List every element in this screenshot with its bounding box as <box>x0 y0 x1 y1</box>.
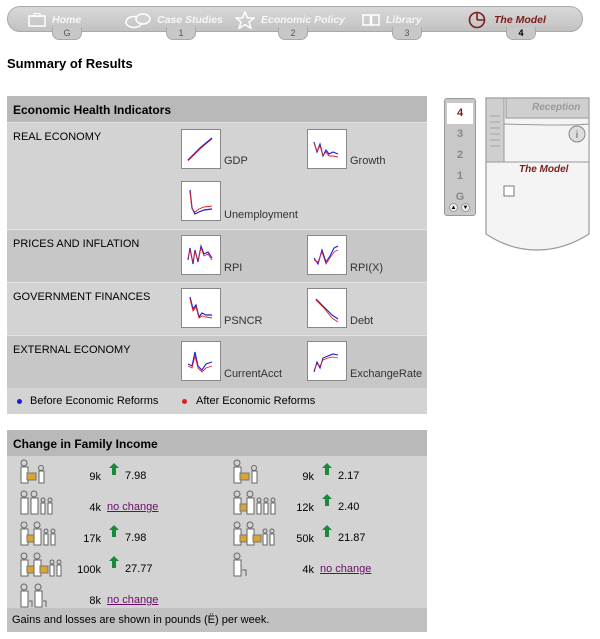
legend-before: Before Economic Reforms <box>30 395 159 407</box>
building-minimap <box>484 96 591 252</box>
indicator-rpix[interactable]: RPI(X) <box>350 262 383 274</box>
family-composition-icon <box>19 552 69 580</box>
unemployment-chart-thumbnail[interactable] <box>181 181 221 221</box>
nav-floor-1[interactable]: 1 <box>166 27 196 40</box>
section-label: REAL ECONOMY <box>13 131 102 143</box>
no-change-link[interactable]: no change <box>107 594 159 606</box>
reception-label[interactable]: Reception <box>532 102 581 113</box>
family-composition-icon <box>19 459 59 487</box>
income-change-value: 21.87 <box>338 532 366 544</box>
family-income-amount: 17k <box>83 533 101 545</box>
after-dot-icon <box>182 399 187 404</box>
family-income-row <box>226 552 431 582</box>
floor-1[interactable]: 1 <box>456 170 464 182</box>
gdp-chart-thumbnail[interactable] <box>181 129 221 169</box>
family-income-amount: 4k <box>302 564 314 576</box>
family-income-row <box>13 459 218 489</box>
floor-g[interactable]: G <box>455 191 465 203</box>
increase-arrow-icon <box>322 463 332 475</box>
indicator-debt[interactable]: Debt <box>350 315 374 327</box>
family-income-row <box>13 490 218 520</box>
family-income-row <box>226 490 431 520</box>
star-icon <box>235 11 255 29</box>
family-composition-icon <box>232 459 272 487</box>
panel-title: Economic Health Indicators <box>7 96 427 122</box>
indicator-exchangerate[interactable]: ExchangeRate <box>350 368 423 380</box>
floor-4[interactable]: 4 <box>447 103 473 124</box>
indicator-gdp[interactable]: GDP <box>224 155 248 167</box>
family-composition-icon <box>19 583 59 611</box>
nav-floor-g[interactable]: G <box>52 27 82 40</box>
section-real-economy <box>7 122 427 229</box>
exchangerate-chart-thumbnail[interactable] <box>307 341 347 381</box>
page-title: Summary of Results <box>7 56 133 71</box>
nav-home[interactable]: Home <box>28 7 81 33</box>
income-change-value: 7.98 <box>125 532 147 544</box>
section-external-economy <box>7 335 427 388</box>
pie-chart-icon <box>468 11 488 29</box>
nav-floor-2[interactable]: 2 <box>278 27 308 40</box>
income-change-value: 2.40 <box>338 501 360 513</box>
family-income-row <box>226 459 431 489</box>
family-income-amount: 50k <box>296 533 314 545</box>
increase-arrow-icon <box>109 556 119 568</box>
family-income-panel <box>7 430 427 632</box>
nav-economic-policy[interactable]: Economic Policy <box>235 7 345 33</box>
rpix-chart-thumbnail[interactable] <box>307 235 347 275</box>
floor-3[interactable]: 3 <box>456 128 464 140</box>
svg-text:i: i <box>575 130 579 141</box>
growth-chart-thumbnail[interactable] <box>307 129 347 169</box>
no-change-link[interactable]: no change <box>320 563 372 575</box>
nav-floor-3[interactable]: 3 <box>392 27 422 40</box>
nav-case-studies[interactable]: Case Studies <box>125 7 223 33</box>
panel-title: Change in Family Income <box>7 430 427 456</box>
book-icon <box>362 13 380 27</box>
floor-selector <box>444 98 476 216</box>
lift-arrows <box>448 203 472 213</box>
the-model-room-label[interactable]: The Model <box>519 164 569 175</box>
income-footnote: Gains and losses are shown in pounds (Ë) per week. <box>7 608 427 632</box>
family-income-row <box>13 552 218 582</box>
family-income-amount: 100k <box>77 564 101 576</box>
up-arrow-icon[interactable]: ▲ <box>450 205 457 211</box>
income-change-value: 2.17 <box>338 470 360 482</box>
nav-the-model[interactable]: The Model <box>468 7 546 33</box>
nav-library[interactable]: Library <box>362 7 422 33</box>
chart-legend <box>7 394 427 412</box>
family-income-amount: 4k <box>89 502 101 514</box>
increase-arrow-icon <box>322 494 332 506</box>
home-icon <box>28 13 46 27</box>
family-income-row <box>13 521 218 551</box>
indicator-psncr[interactable]: PSNCR <box>224 315 263 327</box>
income-change-value: 7.98 <box>125 470 147 482</box>
family-income-amount: 9k <box>89 471 101 483</box>
floor-2[interactable]: 2 <box>456 149 464 161</box>
family-income-amount: 9k <box>302 471 314 483</box>
section-label: PRICES AND INFLATION <box>13 238 140 250</box>
family-composition-icon <box>232 552 272 580</box>
indicator-rpi[interactable]: RPI <box>224 262 243 274</box>
section-government-finances <box>7 282 427 335</box>
family-income-amount: 12k <box>296 502 314 514</box>
no-change-link[interactable]: no change <box>107 501 159 513</box>
increase-arrow-icon <box>322 525 332 537</box>
section-label: EXTERNAL ECONOMY <box>13 344 131 356</box>
nav-floor-4[interactable]: 4 <box>506 27 536 40</box>
economic-health-panel <box>7 96 427 414</box>
family-composition-icon <box>232 490 282 518</box>
family-composition-icon <box>19 521 69 549</box>
section-prices-inflation <box>7 229 427 282</box>
indicator-currentacct[interactable]: CurrentAcct <box>224 368 283 380</box>
indicator-unemployment[interactable]: Unemployment <box>224 209 298 221</box>
family-income-row <box>226 521 431 551</box>
legend-after: After Economic Reforms <box>196 395 316 407</box>
debt-chart-thumbnail[interactable] <box>307 288 347 328</box>
family-income-amount: 8k <box>89 595 101 607</box>
rpi-chart-thumbnail[interactable] <box>181 235 221 275</box>
increase-arrow-icon <box>109 463 119 475</box>
income-change-value: 27.77 <box>125 563 153 575</box>
increase-arrow-icon <box>109 525 119 537</box>
psncr-chart-thumbnail[interactable] <box>181 288 221 328</box>
currentacct-chart-thumbnail[interactable] <box>181 341 221 381</box>
indicator-growth[interactable]: Growth <box>350 155 386 167</box>
down-arrow-icon[interactable]: ▼ <box>462 205 469 211</box>
family-composition-icon <box>19 490 69 518</box>
family-composition-icon <box>232 521 282 549</box>
before-dot-icon <box>17 399 22 404</box>
section-label: GOVERNMENT FINANCES <box>13 291 151 303</box>
speech-bubbles-icon <box>125 13 151 27</box>
